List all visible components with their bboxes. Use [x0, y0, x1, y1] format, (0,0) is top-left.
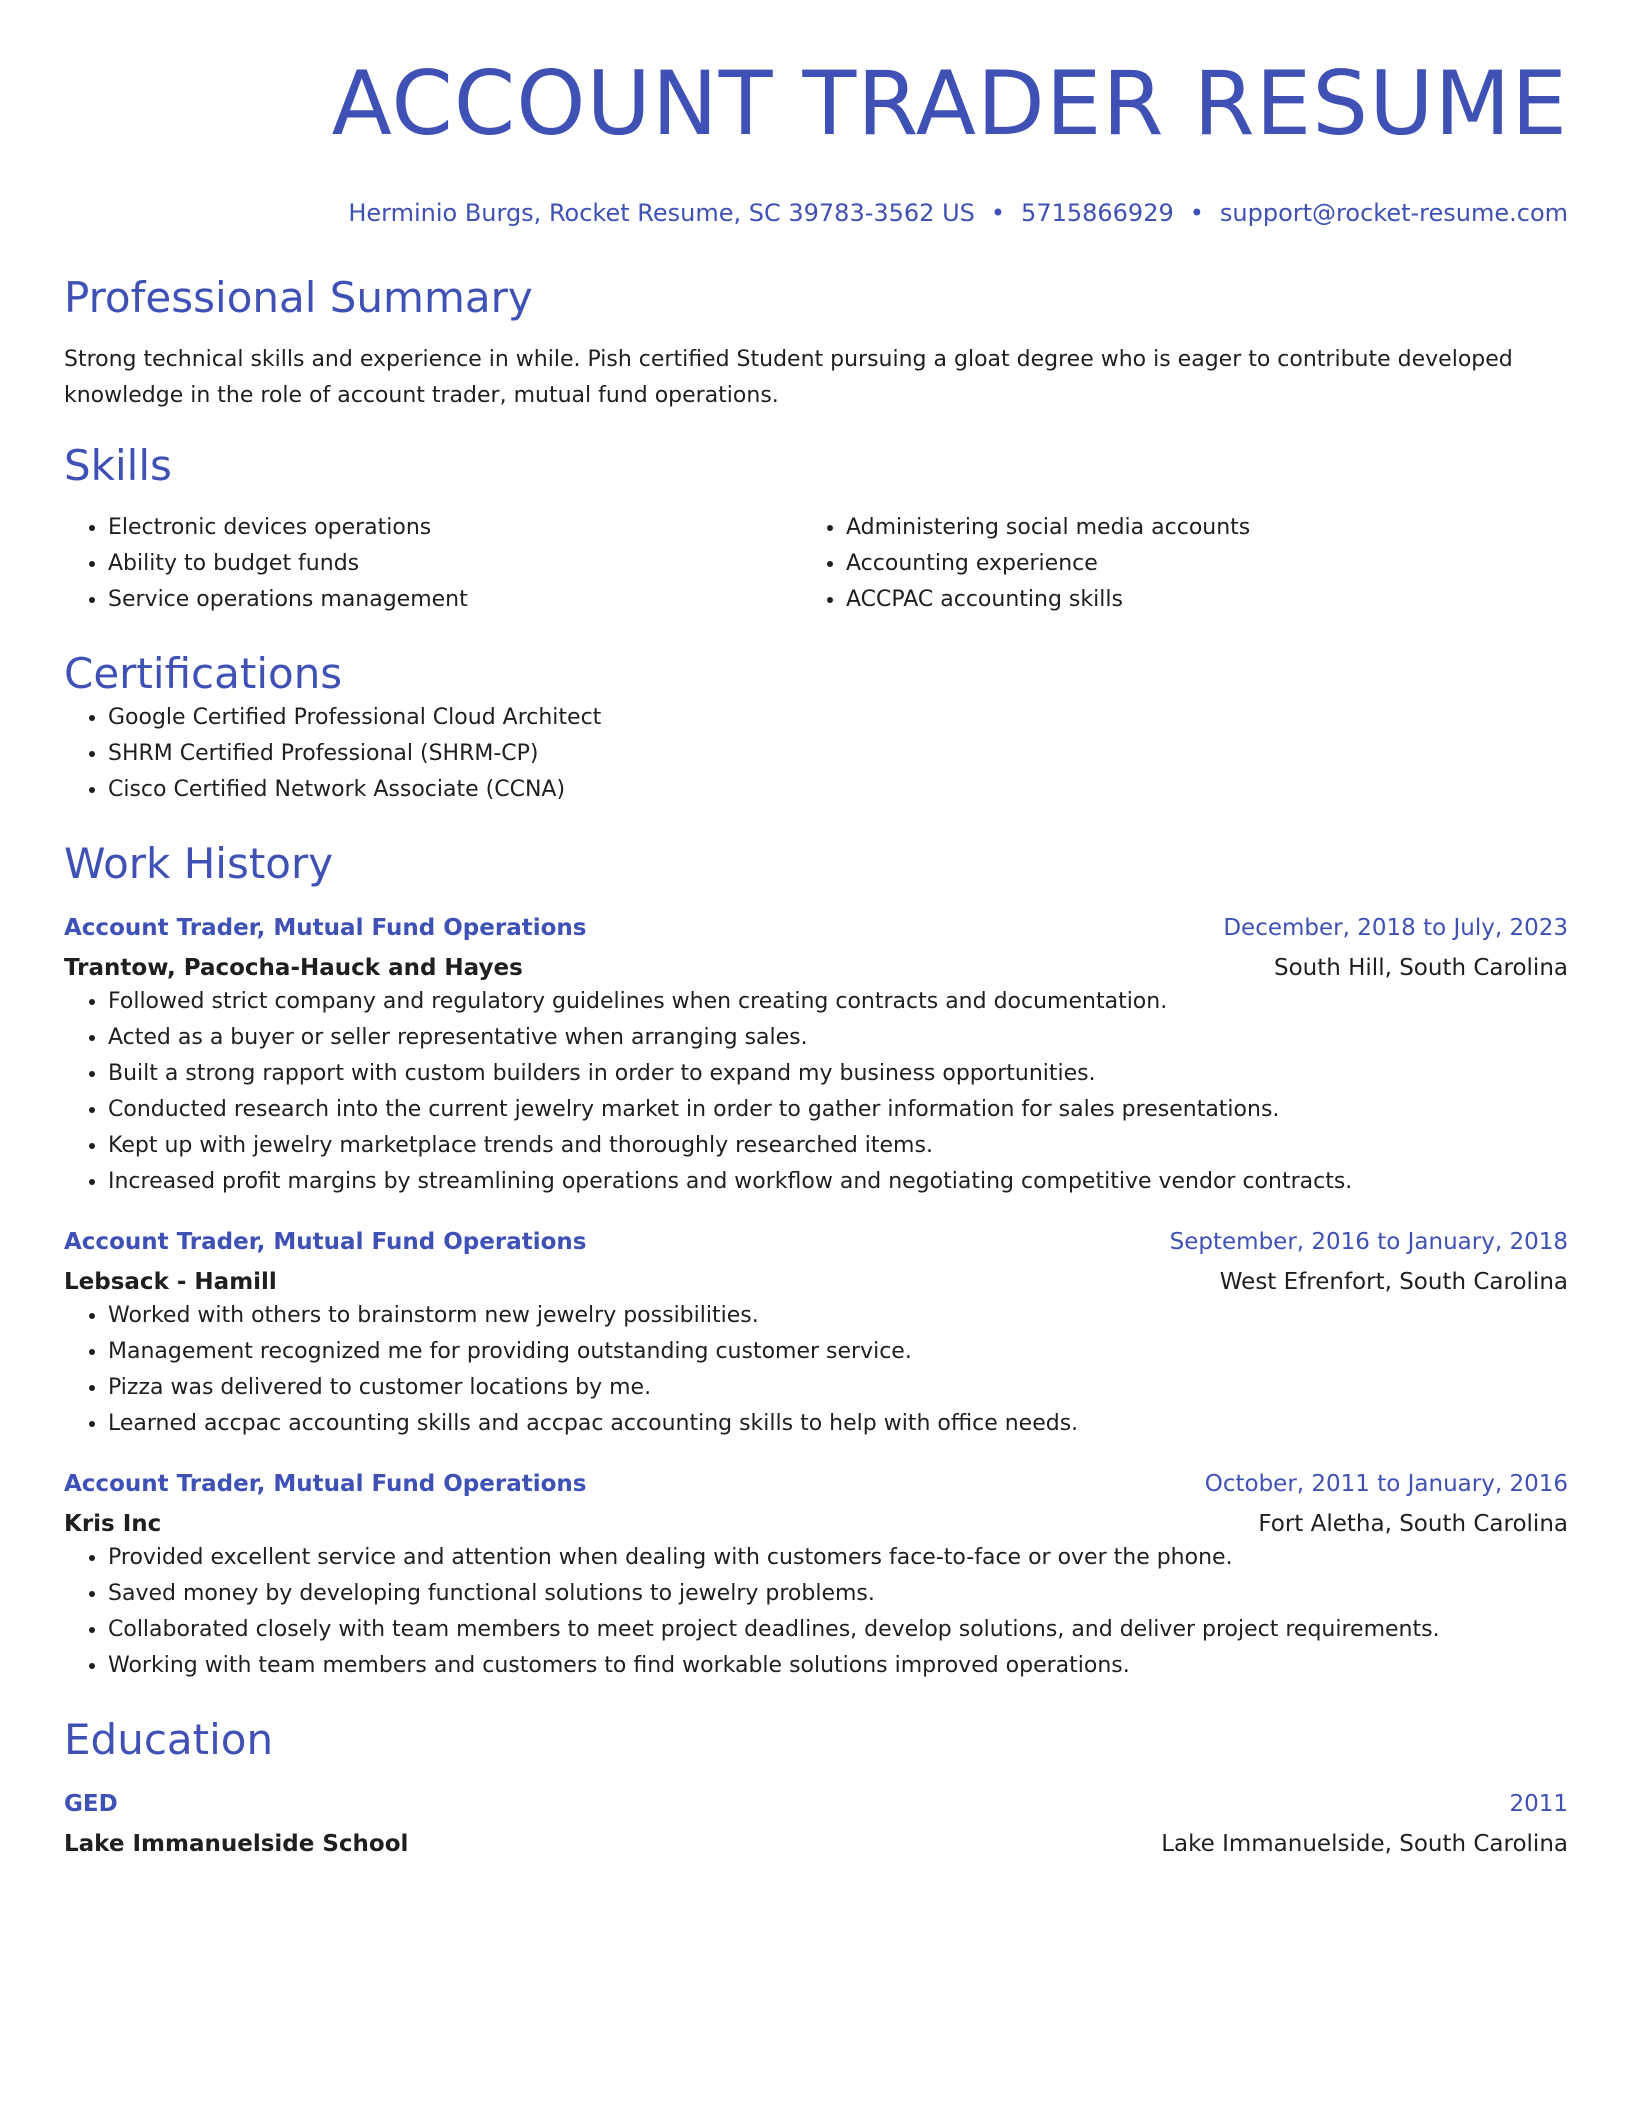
job-bullet: • Followed strict company and regulatory guidelines when creating contracts and documentation.	[108, 984, 1568, 1020]
job-bullets	[64, 1298, 1568, 1442]
certification-item: • SHRM Certified Professional (SHRM-CP)	[108, 736, 1568, 772]
education-entry	[64, 1788, 1568, 1860]
skill-item: • Ability to budget funds	[108, 546, 802, 582]
skills-list-right	[802, 510, 1540, 618]
job-bullet: • Provided excellent service and attention when dealing with customers face-to-face or over the phone.	[108, 1540, 1568, 1576]
work-history-heading: Work History	[64, 839, 334, 888]
job-location: Fort Aletha, South Carolina	[1258, 1511, 1568, 1537]
contact-line	[64, 198, 1568, 228]
contact-separator: •	[990, 199, 1006, 227]
certification-item: • Cisco Certified Network Associate (CCNA)	[108, 772, 1568, 808]
skills-heading: Skills	[64, 441, 172, 490]
job-bullet: • Acted as a buyer or seller representative when arranging sales.	[108, 1020, 1568, 1056]
job-bullet: • Pizza was delivered to customer locations by me.	[108, 1370, 1568, 1406]
contact-email: support@rocket-resume.com	[1219, 199, 1568, 227]
job-bullet: • Increased profit margins by streamlining operations and workflow and negotiating competitive vendor contracts.	[108, 1164, 1568, 1200]
job-entry	[64, 912, 1568, 1200]
skill-item: • Electronic devices operations	[108, 510, 802, 546]
skills-column-left	[64, 510, 802, 618]
certifications-list	[64, 700, 1568, 808]
education-school: Lake Immanuelside School	[64, 1831, 409, 1857]
skill-item: • Accounting experience	[846, 546, 1540, 582]
job-company-row	[64, 1258, 1568, 1298]
job-bullet: • Conducted research into the current jewelry market in order to gather information for sales presentations.	[108, 1092, 1568, 1128]
certification-item: • Google Certified Professional Cloud Architect	[108, 700, 1568, 736]
education-location: Lake Immanuelside, South Carolina	[1161, 1831, 1568, 1857]
education-school-row	[64, 1820, 1568, 1860]
job-header-row	[64, 1226, 1568, 1258]
job-location: South Hill, South Carolina	[1273, 955, 1568, 981]
job-bullets	[64, 1540, 1568, 1684]
resume-title: ACCOUNT TRADER RESUME	[331, 52, 1568, 155]
job-bullet: • Learned accpac accounting skills and accpac accounting skills to help with office needs.	[108, 1406, 1568, 1442]
job-bullet: • Saved money by developing functional solutions to jewelry problems.	[108, 1576, 1568, 1612]
job-bullets	[64, 984, 1568, 1200]
job-header-row	[64, 912, 1568, 944]
education-year: 2011	[1509, 1791, 1568, 1817]
job-entry	[64, 1468, 1568, 1684]
education-heading: Education	[64, 1715, 274, 1764]
job-bullet: • Built a strong rapport with custom builders in order to expand my business opportunities.	[108, 1056, 1568, 1092]
job-company: Lebsack - Hamill	[64, 1269, 277, 1295]
job-location: West Efrenfort, South Carolina	[1219, 1269, 1568, 1295]
job-entry	[64, 1226, 1568, 1442]
job-bullet: • Working with team members and customers to find workable solutions improved operations.	[108, 1648, 1568, 1684]
job-dates: September, 2016 to January, 2018	[1169, 1229, 1568, 1255]
skills-column-right	[802, 510, 1540, 618]
summary-heading: Professional Summary	[64, 273, 533, 322]
job-title: Account Trader, Mutual Fund Operations	[64, 1471, 587, 1497]
job-bullet: • Kept up with jewelry marketplace trends and thoroughly researched items.	[108, 1128, 1568, 1164]
job-company: Kris Inc	[64, 1511, 162, 1537]
job-header-row	[64, 1468, 1568, 1500]
job-title: Account Trader, Mutual Fund Operations	[64, 1229, 587, 1255]
job-dates: December, 2018 to July, 2023	[1223, 915, 1568, 941]
skill-item: • ACCPAC accounting skills	[846, 582, 1540, 618]
job-bullet: • Collaborated closely with team members to meet project deadlines, develop solutions, and deliver project requirements.	[108, 1612, 1568, 1648]
job-company-row	[64, 1500, 1568, 1540]
contact-phone: 5715866929	[1021, 199, 1174, 227]
summary-text: Strong technical skills and experience in while. Pish certified Student pursuing a gloat degree who is eager to contribute developed knowledge in the role of account trader, mutual fund operations.	[64, 347, 1513, 408]
education-degree: GED	[64, 1791, 118, 1817]
job-company-row	[64, 944, 1568, 984]
skills-list-left	[64, 510, 802, 618]
certifications-heading: Certifications	[64, 649, 343, 698]
job-company: Trantow, Pacocha-Hauck and Hayes	[64, 955, 523, 981]
job-bullet: • Management recognized me for providing outstanding customer service.	[108, 1334, 1568, 1370]
skill-item: • Service operations management	[108, 582, 802, 618]
job-title: Account Trader, Mutual Fund Operations	[64, 915, 587, 941]
skills-grid	[64, 510, 1568, 618]
job-bullet: • Worked with others to brainstorm new jewelry possibilities.	[108, 1298, 1568, 1334]
education-header-row	[64, 1788, 1568, 1820]
job-dates: October, 2011 to January, 2016	[1204, 1471, 1568, 1497]
skill-item: • Administering social media accounts	[846, 510, 1540, 546]
contact-separator: •	[1189, 199, 1204, 227]
contact-address: Herminio Burgs, Rocket Resume, SC 39783-3562 US	[348, 199, 975, 227]
